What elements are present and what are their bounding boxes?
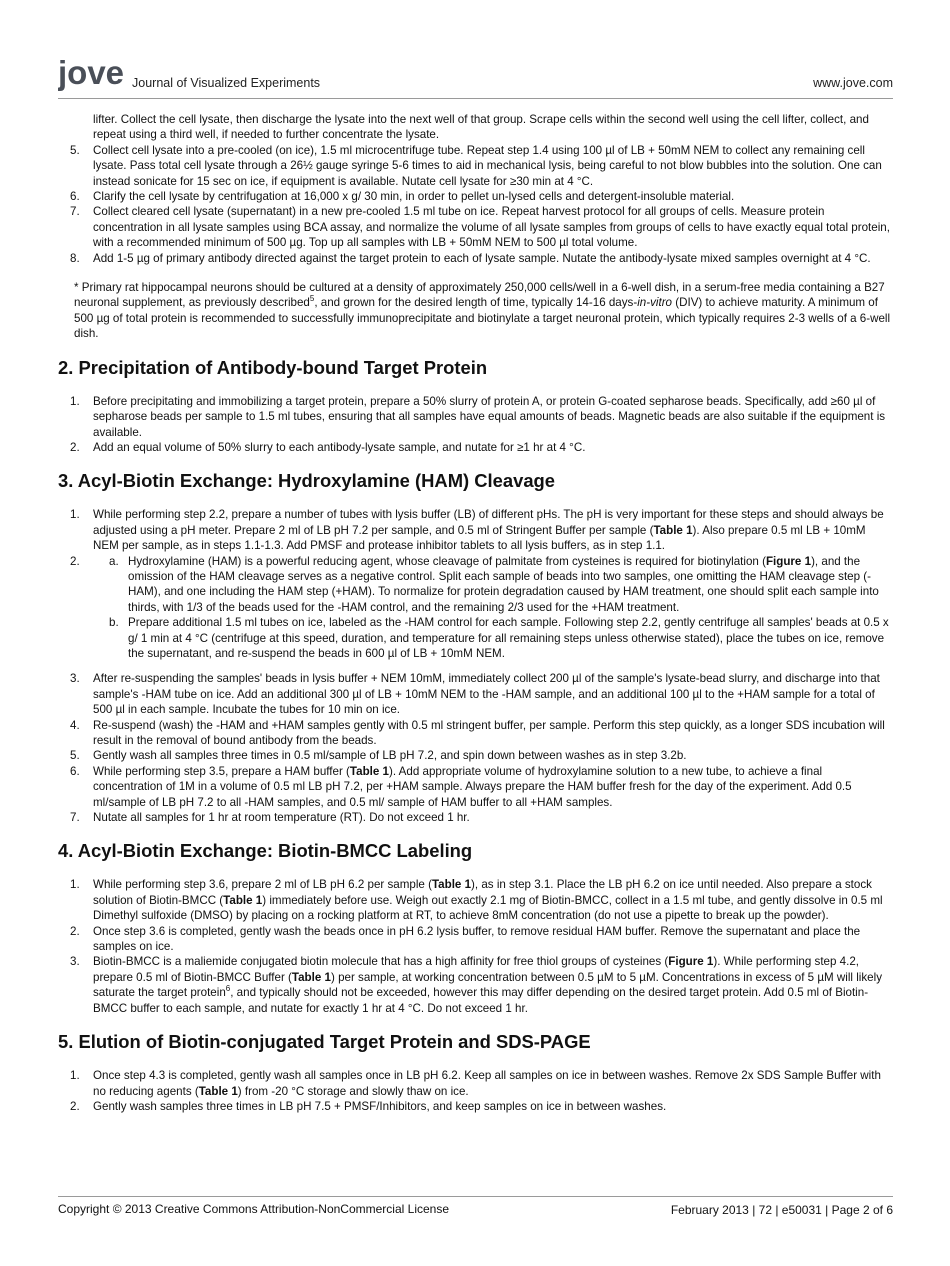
article-body (58, 112, 893, 1114)
page-footer (58, 1196, 893, 1216)
step-3-4: 4. Re-suspend (wash) the -HAM and +HAM samples gently with 0.5 ml stringent buffer, per sample. Perform this step quickly, as a longer SDS incubation will result in the removal of bound antibody from the beads. (70, 718, 885, 747)
step-4-2: 2. Once step 3.6 is completed, gently wash the beads once in pH 6.2 lysis buffer, to remove residual HAM buffer. Remove the supernatant and place the samples on ice. (70, 924, 861, 954)
step-3-7: 7. Nutate all samples for 1 hr at room temperature (RT). Do not exceed 1 hr. (70, 811, 470, 825)
section-2-steps (58, 394, 893, 456)
step-5-1: 1. Once step 4.3 is completed, gently wash all samples once in LB pH 6.2. Keep all samples on ice in between washes. Remove 2x SDS Sample Buffer with no reducing agents (Table 1) from -20 °C storage and slowly thaw on ice. (70, 1069, 881, 1098)
step-1-8: 8. Add 1-5 µg of primary antibody directed against the target protein to each of lysate sample. Nutate the antibody-lysate mixed samples overnight at 4 °C. (70, 251, 871, 265)
step-3-2-substeps (93, 554, 893, 662)
section-2-heading: 2. Precipitation of Antibody-bound Target Protein (58, 356, 488, 378)
step-3-5: 5. Gently wash all samples three times in 0.5 ml/sample of LB pH 7.2, and spin down between washes as in step 3.2b. (70, 749, 687, 763)
journal-name: Journal of Visualized Experiments (132, 76, 321, 90)
journal-website: www.jove.com (813, 76, 893, 90)
section-5-heading: 5. Elution of Biotin-conjugated Target Protein and SDS-PAGE (58, 1031, 591, 1053)
step-2-2: 2. Add an equal volume of 50% slurry to each antibody-lysate sample, and nutate for ≥1 hr at 4 °C. (70, 440, 586, 454)
copyright-text: Copyright © 2013 Creative Commons Attribution-NonCommercial License (58, 1202, 450, 1216)
step-3-1: 1. While performing step 2.2, prepare a number of tubes with lysis buffer (LB) of different pHs. The pH is very important for these steps and should always be adjusted using a pH meter. Prepare 2 ml of LB pH 7.2 per sample, and 0.5 ml of Stringent Buffer per sample (Table 1). Also prepare 0.5 ml LB + 10mM NEM per sample, as in steps 1.1-1.3. Add PMSF and protease inhibitor tablets to all lysis buffers, as in step 1.1. (70, 508, 884, 553)
section-3-heading: 3. Acyl-Biotin Exchange: Hydroxylamine (HAM) Cleavage (58, 470, 556, 492)
section-1-steps (58, 112, 893, 266)
section-3-steps (58, 507, 893, 825)
section-5-steps (58, 1068, 893, 1114)
step-3-2b: b. Prepare additional 1.5 ml tubes on ice, labeled as the -HAM control for each sample. Following step 2.2, gently centrifuge all samples' beads at 0.5 x g/ 1 min at 4 °C (centrifuge at this speed, duration, and temperature for all remaining steps unless otherwise stated), place the tubes on ice, remove the supernatant, and re-suspend the beads in 600 µl of LB + 10mM NEM. (109, 616, 889, 660)
jove-logo (58, 58, 126, 96)
page-info: February 2013 | 72 | e50031 | Page 2 of 6 (670, 1203, 893, 1217)
section-4-heading: 4. Acyl-Biotin Exchange: Biotin-BMCC Labeling (58, 840, 473, 862)
step-1-5: 5. Collect cell lysate into a pre-cooled (on ice), 1.5 ml microcentrifuge tube. Repeat step 1.4 using 100 µl of LB + 50mM NEM to collect any remaining cell lysate. Pass total cell lysate through a 26½ gauge syringe 5-6 times to aid in mechanical lysis, being careful to not blow bubbles into the solution. One can instead sonicate for 15 sec on ice, if equipment is available. Nutate cell lysate for ≥30 min at 4 °C. (70, 143, 882, 188)
step-1-4-continued: lifter. Collect the cell lysate, then discharge the lysate into the next well of that group. Scrape cells within the second well using the cell lifter, collect, and repeat using a third well, if needed to further concentrate the lysate. (93, 113, 869, 142)
step-4-1: 1. While performing step 3.6, prepare 2 ml of LB pH 6.2 per sample (Table 1), as in step 3.1. Place the LB pH 6.2 on ice until needed. Also prepare a stock solution of Biotin-BMCC (Table 1) immediately before use. Weigh out exactly 2.1 mg of Biotin-BMCC, collect in a 1.5 ml tube, and gently dissolve in 0.5 ml Dimethyl sulfoxide (DMSO) by placing on a rocking platform at RT, to achieve 8mM concentration (do not use a pipette to break up the powder). (70, 878, 883, 923)
step-5-2: 2. Gently wash samples three times in LB pH 7.5 + PMSF/Inhibitors, and keep samples on ice in between washes. (70, 1099, 667, 1113)
step-3-6: 6. While performing step 3.5, prepare a HAM buffer (Table 1). Add appropriate volume of hydroxylamine solution to a new tube, to achieve a final concentration of 1M in a volume of 0.5 ml LB pH 7.2, per +HAM sample. Always prepare the HAM buffer fresh for the day of the experiment. Add 0.5 ml/sample of LB pH 7.2 to all -HAM samples, and 0.5 ml/ sample of HAM buffer to all +HAM samples. (70, 764, 852, 809)
section-4-steps (58, 877, 893, 1016)
step-2-1: 1. Before precipitating and immobilizing a target protein, prepare a 50% slurry of protein A, or protein G-coated sepharose beads. Specifically, add ≥60 µl of sepharose beads per sample to 1.5 ml tubes, ensuring that all samples have equal amounts of beads. Magnetic beads are also suitable if the equipment is available. (70, 394, 886, 439)
step-1-6: 6. Clarify the cell lysate by centrifugation at 16,000 x g/ 30 min, in order to pellet un-lysed cells and detergent-insoluble material. (70, 190, 735, 204)
culture-note: * Primary rat hippocampal neurons should be cultured at a density of approximately 250,000 cells/well in a 6-well dish, in a serum-free media containing a B27 neuronal supplement, as previously described$^5$, and grown for the desired length of time, typically 14-16 days-in-vitro (DIV) to achieve maturity. A minimum of 500 µg of total protein is recommended to successfully immunoprecipitate and biotinylate a target neuronal protein, which typically requires 2-3 wells of a 6-well dish. (74, 281, 891, 341)
step-3-2: 2. a. Hydroxylamine (HAM) is a powerful reducing agent, whose cleavage of palmitate from cysteines is required for biotinylation (Figure 1), and the omission of the HAM cleavage serves as a negative control. Split each sample of beads into two samples, one omitting the HAM cleavage step (-HAM), and one including the HAM step (+HAM). To normalize for protein degradation caused by HAM treatment, one should split each sample into thirds, with 1/3 of the beads used for the -HAM control, and the remaining 2/3 used for the +HAM treatment. b. Prepare additional 1.5 ml tubes on ice, labeled as the -HAM control for each sample. Following step 2.2, gently centrifuge all samples' beads at 0.5 x g/ 1 min at 4 °C (centrifuge at this speed, duration, and temperature for all remaining steps unless otherwise stated), place the tubes on ice, remove the supernatant, and re-suspend the beads in 600 µl of LB + 10mM NEM. (58, 554, 893, 662)
step-3-2a: a. Hydroxylamine (HAM) is a powerful reducing agent, whose cleavage of palmitate from cysteines is required for biotinylation (Figure 1), and the omission of the HAM cleavage serves as a negative control. Split each sample of beads into two samples, one omitting the HAM cleavage step (-HAM), and one including the HAM step (+HAM). To normalize for protein degradation caused by HAM treatment, one should split each sample into thirds, with 1/3 of the beads used for the -HAM control, and the remaining 2/3 used for the +HAM treatment. (109, 554, 879, 614)
svg-text:jove: jove (58, 58, 125, 91)
step-1-7: 7. Collect cleared cell lysate (supernatant) in a new pre-cooled 1.5 ml tube on ice. Repeat harvest protocol for all groups of cells. Measure protein concentration in all lysate samples using BCA assay, and normalize the volume of all lysate samples from groups of cells to have exactly equal total protein, with a recommended minimum of 500 µg. Top up all samples with LB + 50mM NEM to 500 µl total volume. (70, 205, 890, 250)
step-4-3: 3. Biotin-BMCC is a maliemide conjugated biotin molecule that has a high affinity for free thiol groups of cysteines (Figure 1). While performing step 4.2, prepare 0.5 ml of Biotin-BMCC Buffer (Table 1) per sample, at working concentration between 0.5 µM to 5 µM. Concentrations in excess of 5 µM will likely saturate the target protein$^6$, and typically should not be exceeded, however this may differ depending on the desired target protein. Add 0.5 ml of Biotin-BMCC buffer to each sample, and nutate for exactly 1 hr at 4 °C. Do not exceed 1 hr. (70, 955, 882, 1015)
page-header (58, 58, 893, 99)
step-3-3: 3. After re-suspending the samples' beads in lysis buffer + NEM 10mM, immediately collect 200 µl of the sample's lysate-bead slurry, and discharge into that sample's -HAM tube on ice. Add an additional 300 µl of LB + 10mM NEM to the -HAM sample, and an additional 100 µl to the +HAM sample for a total of 500 µl in each sample. Incubate the tubes for 10 min on ice. (70, 672, 880, 717)
